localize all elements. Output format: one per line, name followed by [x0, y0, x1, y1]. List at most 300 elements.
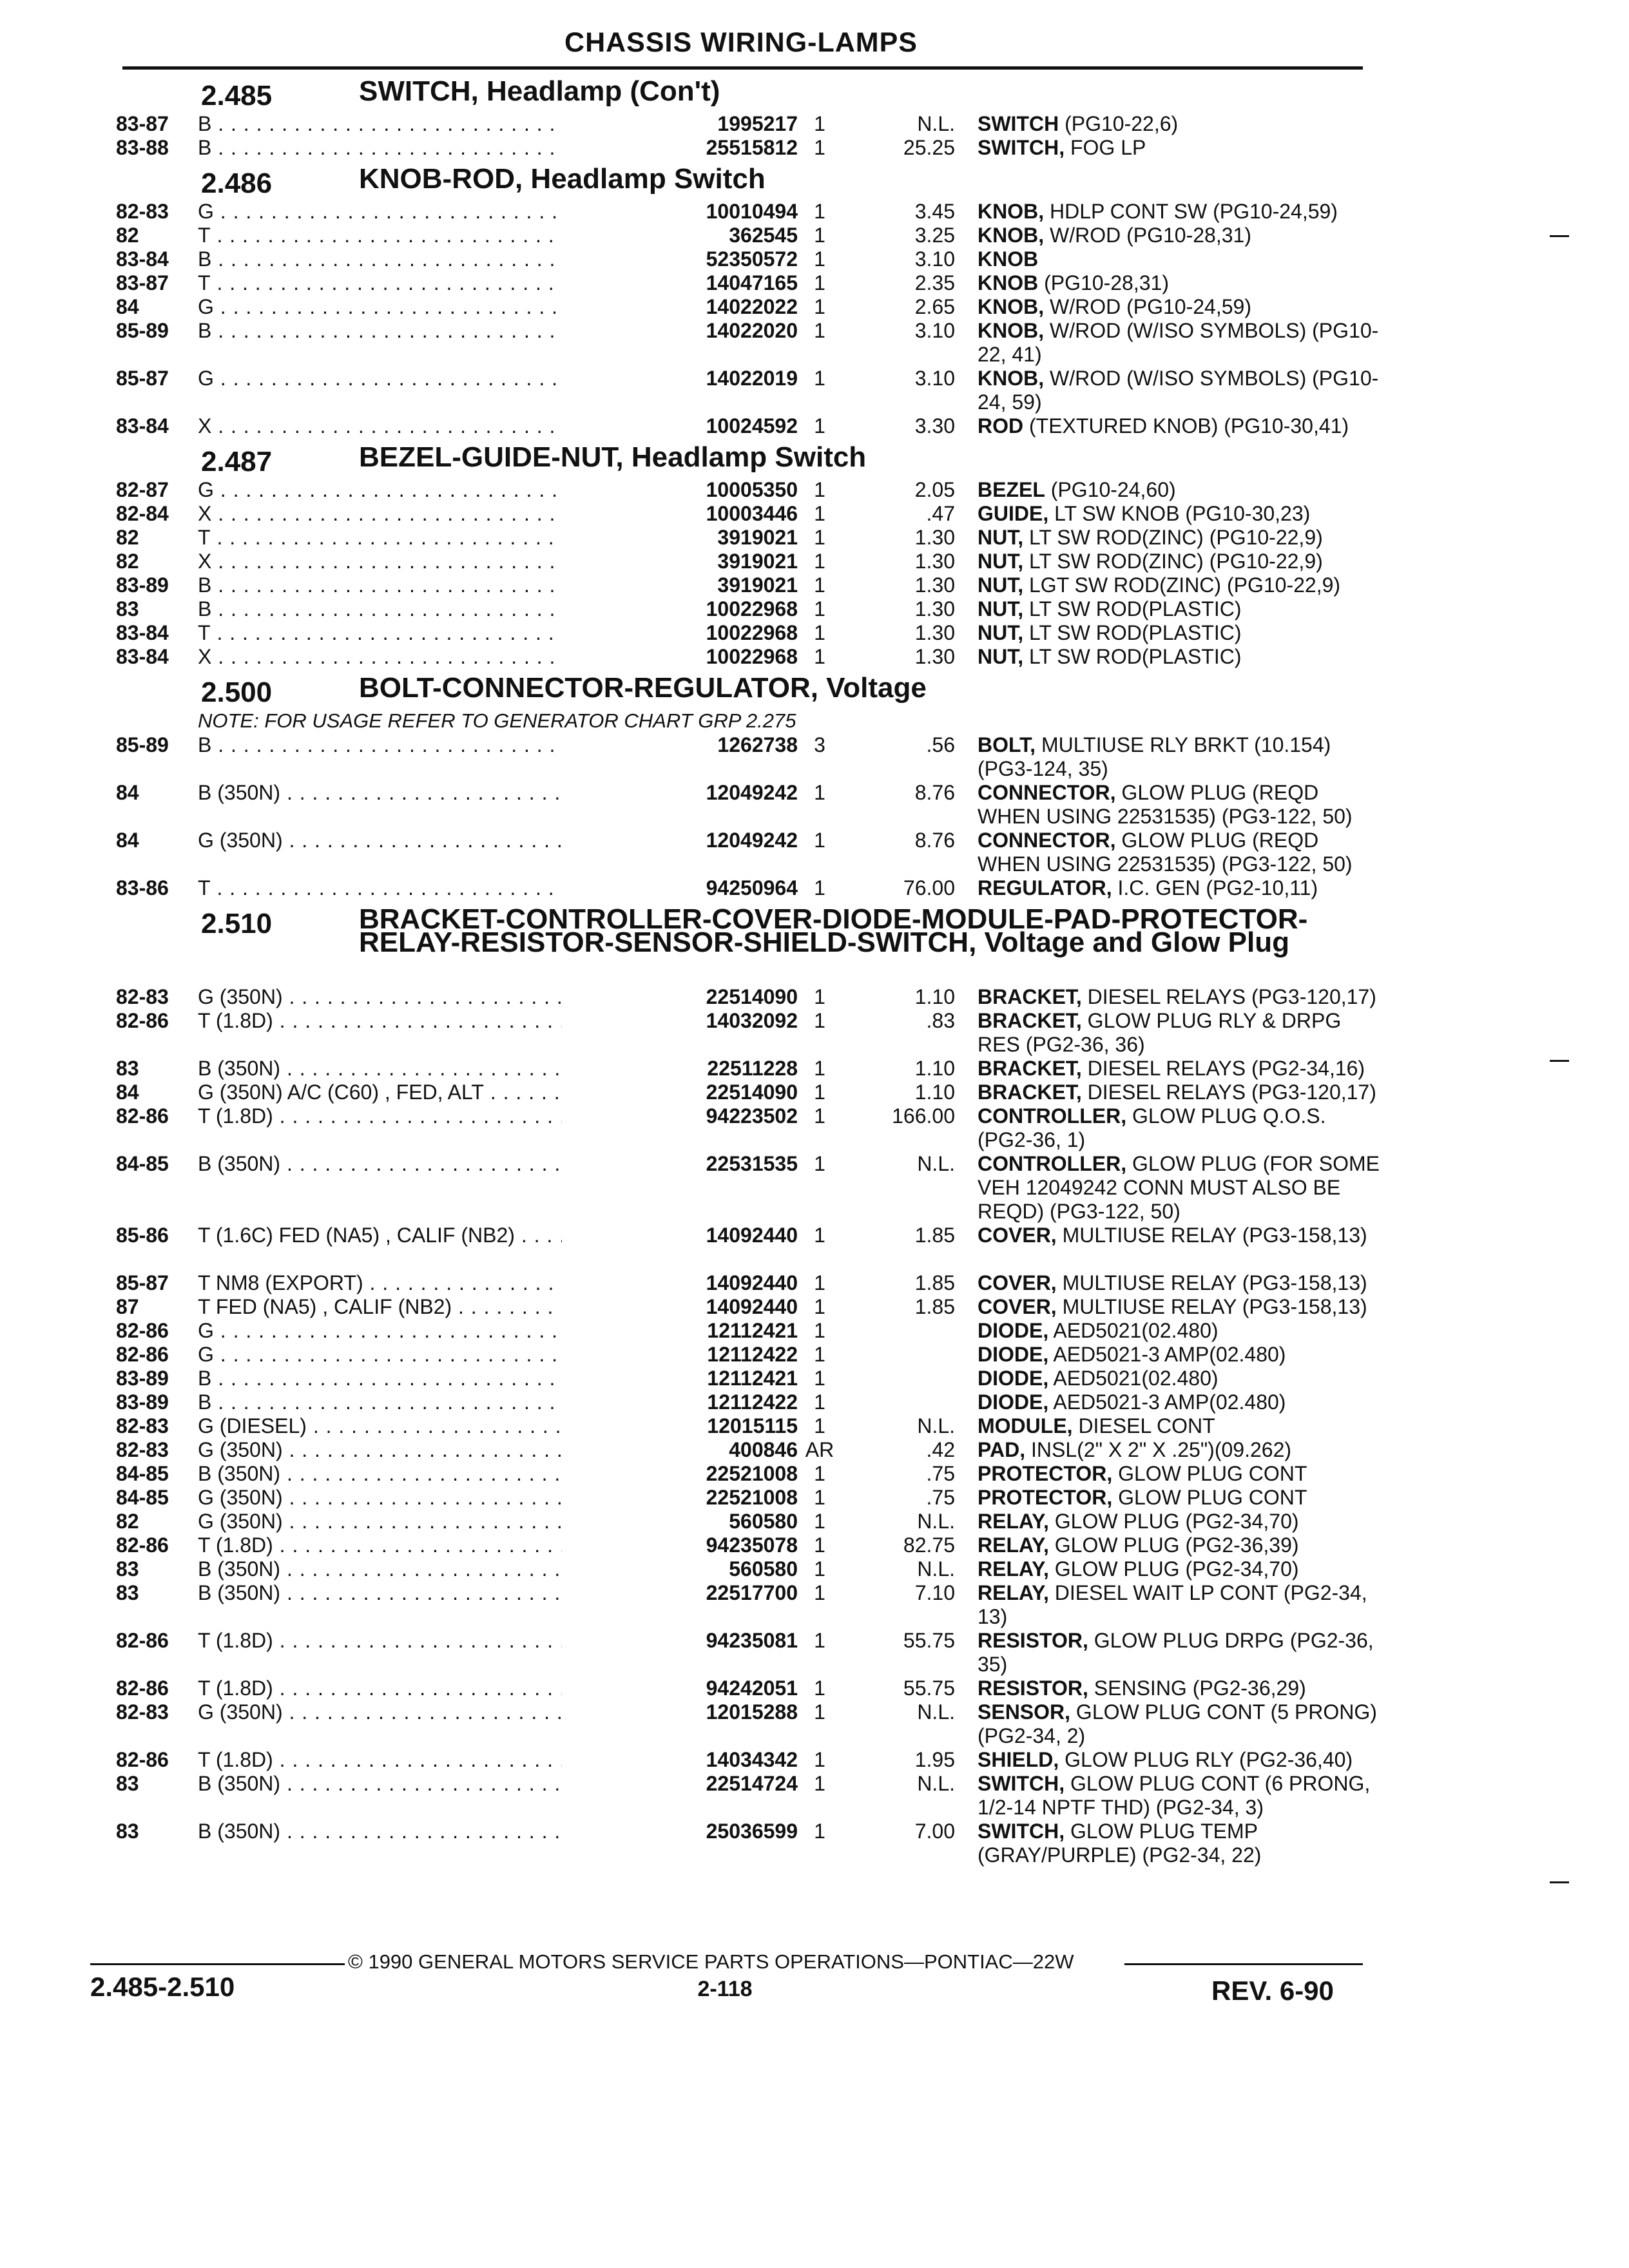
vehicle-type: B (350N) . . . [198, 781, 649, 805]
part-row [111, 367, 1379, 414]
part-description [978, 1700, 1383, 1748]
part-description [978, 645, 1383, 669]
quantity: 1 [814, 1414, 825, 1437]
model-years: 84-85 [116, 1152, 169, 1175]
price: 2.05 [914, 478, 955, 501]
model-years: 83-87 [116, 112, 169, 135]
part-row [111, 1462, 1374, 1486]
model-years: 82-87 [116, 478, 169, 501]
part-number-cell [562, 1295, 798, 1319]
section-title: BEZEL-GUIDE-NUT, Headlamp Switch [359, 441, 867, 473]
price: 3.25 [914, 224, 955, 247]
part-detail: AED5021(02.480) [1048, 1367, 1219, 1390]
part-detail: GLOW PLUG RLY (PG2-36,40) [1059, 1748, 1353, 1771]
quantity: 1 [814, 247, 825, 271]
model-years: 84 [116, 1081, 139, 1104]
price: 2.65 [914, 295, 955, 318]
quantity: AR [805, 1438, 834, 1461]
part-number: 1262738 [717, 733, 798, 756]
part-number: 22511228 [707, 1057, 798, 1080]
part-detail: GLOW PLUG TEMP (GRAY/PURPLE) (PG2-34, 22) [978, 1820, 1262, 1867]
model-years: 82 [116, 224, 139, 247]
vehicle-type: G . . . [198, 295, 649, 319]
part-number-cell [562, 1224, 798, 1247]
model-years: 83-84 [116, 621, 169, 644]
part-number: 22514090 [706, 1081, 798, 1104]
footer-section-range: 2.485-2.510 [90, 1972, 235, 2002]
model-years: 84 [116, 781, 139, 804]
quantity: 1 [814, 224, 825, 247]
part-description [978, 1462, 1383, 1486]
vehicle-type: G . . . [198, 1343, 649, 1367]
part-detail: LT SW ROD(PLASTIC) [1023, 597, 1242, 620]
part-detail: GLOW PLUG (REQD WHEN USING 22531535) (PG3-122, 50) [978, 829, 1353, 876]
section-number: 2.500 [201, 677, 273, 708]
part-number: 14022019 [706, 367, 798, 390]
model-years: 83-89 [116, 1390, 169, 1414]
part-detail: FOG LP [1065, 136, 1146, 159]
quantity: 1 [814, 295, 825, 318]
price: 166.00 [892, 1104, 955, 1128]
part-number-cell [562, 550, 798, 573]
part-name: BRACKET, [978, 1009, 1082, 1032]
vehicle-type: B . . . [198, 1367, 649, 1390]
part-row [111, 550, 1374, 573]
part-detail: I.C. GEN (PG2-10,11) [1112, 876, 1318, 899]
vehicle-type: B (350N) . . . [198, 1057, 649, 1081]
part-number-cell [562, 478, 798, 502]
part-name: DIODE, [978, 1319, 1049, 1342]
part-row [111, 1224, 1374, 1271]
quantity: 1 [814, 597, 825, 620]
quantity: 1 [814, 1510, 825, 1533]
vehicle-type: B (350N) . . . [198, 1152, 649, 1176]
vehicle-type: G (350N) . . . [198, 1510, 649, 1533]
part-number: 52350572 [706, 247, 798, 271]
part-number: 10022968 [706, 645, 798, 668]
quantity: 1 [814, 1486, 825, 1509]
vehicle-type: B . . . [198, 136, 649, 160]
part-name: KNOB, [978, 319, 1045, 342]
part-detail: LT SW ROD(PLASTIC) [1023, 645, 1242, 668]
part-detail: GLOW PLUG CONT [1112, 1462, 1307, 1485]
part-row [111, 1629, 1374, 1677]
part-description [978, 1748, 1383, 1772]
header-rule [122, 66, 1363, 70]
price: .42 [926, 1438, 955, 1461]
part-name: CONNECTOR, [978, 781, 1116, 804]
model-years: 82-83 [116, 1414, 169, 1437]
part-number-cell [562, 414, 798, 438]
part-number: 22531535 [706, 1152, 798, 1175]
price: 7.10 [914, 1581, 955, 1604]
price: 1.10 [914, 985, 955, 1008]
part-number: 22514724 [706, 1772, 798, 1795]
part-number: 14092440 [706, 1224, 798, 1247]
part-detail: SENSING (PG2-36,29) [1088, 1677, 1306, 1700]
vehicle-type: T FED (NA5) , CALIF (NB2) . . . [198, 1295, 649, 1319]
quantity: 1 [814, 621, 825, 644]
part-description [978, 1224, 1383, 1247]
quantity: 1 [814, 1009, 825, 1032]
model-years: 83-84 [116, 414, 169, 437]
quantity: 1 [814, 526, 825, 549]
model-years: 82-86 [116, 1748, 169, 1771]
model-years: 82-84 [116, 502, 169, 525]
model-years: 84 [116, 295, 139, 318]
part-description [978, 271, 1383, 295]
model-years: 83-88 [116, 136, 169, 159]
part-number: 10010494 [706, 200, 798, 223]
price: 8.76 [914, 781, 955, 804]
part-description [978, 829, 1383, 876]
price: 1.10 [914, 1057, 955, 1080]
model-years: 82-83 [116, 985, 169, 1008]
part-detail: AED5021-3 AMP(02.480) [1048, 1343, 1286, 1366]
part-row [111, 1271, 1374, 1295]
part-description [978, 597, 1383, 621]
part-row [111, 573, 1374, 597]
part-row [111, 526, 1374, 550]
price: 55.75 [903, 1629, 955, 1652]
model-years: 85-87 [116, 367, 169, 390]
part-row [111, 1820, 1374, 1867]
part-number-cell [562, 645, 798, 669]
vehicle-type: B . . . [198, 319, 649, 343]
part-number-cell [562, 1486, 798, 1510]
margin-mark [1550, 1060, 1569, 1062]
part-row [111, 414, 1374, 438]
part-row [111, 1367, 1374, 1390]
vehicle-type: G . . . [198, 478, 649, 502]
vehicle-type: T . . . [198, 271, 649, 295]
part-name: SWITCH, [978, 1772, 1065, 1795]
price: 1.95 [914, 1748, 955, 1771]
price: 55.75 [903, 1677, 955, 1700]
part-detail: GLOW PLUG DRPG (PG2-36, 35) [978, 1629, 1374, 1676]
part-number-cell [562, 1700, 798, 1724]
part-row [111, 1081, 1374, 1104]
price: 1.10 [914, 1081, 955, 1104]
vehicle-type: G (350N) . . . [198, 985, 649, 1009]
section-title: KNOB-ROD, Headlamp Switch [359, 163, 766, 195]
part-number: 3919021 [717, 550, 798, 573]
part-name: BRACKET, [978, 985, 1082, 1008]
vehicle-type: G . . . [198, 367, 649, 390]
part-number-cell [562, 1772, 798, 1796]
part-number: 10022968 [706, 621, 798, 644]
part-row [111, 1510, 1374, 1533]
part-detail: HDLP CONT SW (PG10-24,59) [1044, 200, 1338, 223]
parts-listing [111, 72, 1380, 1867]
quantity: 1 [814, 367, 825, 390]
vehicle-type: T . . . [198, 526, 649, 550]
quantity: 1 [814, 1319, 825, 1342]
part-description [978, 1486, 1383, 1510]
price: 8.76 [914, 829, 955, 852]
part-number: 94223502 [706, 1104, 798, 1128]
part-name: KNOB [978, 247, 1039, 271]
vehicle-type: B . . . [198, 1390, 649, 1414]
price: .47 [926, 502, 955, 525]
vehicle-type: G (350N) A/C (C60) , FED, ALT . . . [198, 1081, 649, 1104]
model-years: 83-84 [116, 645, 169, 668]
part-number-cell [562, 319, 798, 343]
price: 82.75 [903, 1533, 955, 1557]
model-years: 83-89 [116, 573, 169, 597]
part-detail: (PG10-28,31) [1038, 271, 1169, 294]
quantity: 1 [814, 414, 825, 437]
part-name: MODULE, [978, 1414, 1073, 1437]
part-detail: GLOW PLUG (REQD WHEN USING 22531535) (PG3-122, 50) [978, 781, 1353, 828]
part-row [111, 1390, 1374, 1414]
quantity: 1 [814, 829, 825, 852]
price: N.L. [917, 1700, 955, 1724]
part-number-cell [562, 526, 798, 550]
quantity: 1 [814, 1295, 825, 1318]
quantity: 1 [814, 1533, 825, 1557]
model-years: 85-89 [116, 319, 169, 342]
part-description [978, 414, 1383, 438]
part-name: BRACKET, [978, 1081, 1082, 1104]
part-name: CONNECTOR, [978, 829, 1116, 852]
part-number-cell [562, 1343, 798, 1367]
part-number: 3919021 [717, 526, 798, 549]
quantity: 1 [814, 1224, 825, 1247]
part-number-cell [562, 271, 798, 295]
part-number: 12112421 [707, 1319, 798, 1342]
part-number-cell [562, 1152, 798, 1176]
part-name: BRACKET, [978, 1057, 1082, 1080]
part-number: 12112421 [707, 1367, 798, 1390]
part-detail: LGT SW ROD(ZINC) (PG10-22,9) [1023, 573, 1341, 597]
part-row [111, 319, 1379, 367]
part-row [111, 1104, 1374, 1152]
part-detail: MULTIUSE RELAY (PG3-158,13) [1056, 1224, 1367, 1247]
part-name: SHIELD, [978, 1748, 1059, 1771]
part-number-cell [562, 1462, 798, 1486]
quantity: 1 [814, 1271, 825, 1294]
part-number-cell [562, 985, 798, 1009]
model-years: 83-84 [116, 247, 169, 271]
footer-copyright: © 1990 GENERAL MOTORS SERVICE PARTS OPERATIONS—PONTIAC—22W [348, 1950, 1074, 1973]
vehicle-type: T (1.8D) . . . [198, 1009, 649, 1033]
part-row [111, 1295, 1374, 1319]
part-number-cell [562, 829, 798, 852]
part-description [978, 733, 1383, 781]
vehicle-type: B . . . [198, 112, 649, 136]
quantity: 1 [814, 1367, 825, 1390]
part-description [978, 1081, 1383, 1104]
quantity: 1 [814, 1152, 825, 1175]
part-name: KNOB, [978, 200, 1045, 223]
part-number: 22514090 [706, 985, 798, 1008]
part-number: 14022020 [706, 319, 798, 342]
part-description [978, 1557, 1383, 1581]
model-years: 82-83 [116, 1700, 169, 1724]
part-name: GUIDE, [978, 502, 1049, 525]
vehicle-type: T (1.6C) FED (NA5) , CALIF (NB2) . . . [198, 1224, 649, 1247]
price: 25.25 [903, 136, 955, 159]
part-description [978, 367, 1383, 414]
part-detail: DIESEL CONT [1072, 1414, 1215, 1437]
price: N.L. [917, 1772, 955, 1795]
part-row [111, 621, 1374, 645]
section-header [111, 438, 1374, 478]
section-title: SWITCH, Headlamp (Con't) [359, 75, 720, 107]
part-detail: GLOW PLUG CONT (5 PRONG) (PG2-34, 2) [978, 1700, 1377, 1747]
quantity: 1 [814, 781, 825, 804]
vehicle-type: T . . . [198, 224, 649, 247]
vehicle-type: T (1.8D) . . . [198, 1629, 649, 1653]
model-years: 83 [116, 1581, 139, 1604]
part-detail: AED5021(02.480) [1048, 1319, 1219, 1342]
model-years: 82-83 [116, 200, 169, 223]
price: 1.30 [914, 526, 955, 549]
part-name: NUT, [978, 550, 1024, 573]
part-name: NUT, [978, 526, 1024, 549]
price: 1.85 [914, 1224, 955, 1247]
part-name: RELAY, [978, 1533, 1049, 1557]
quantity: 3 [814, 733, 825, 756]
price: 1.30 [914, 597, 955, 620]
part-description [978, 621, 1383, 645]
part-number: 400846 [729, 1438, 798, 1461]
part-detail: INSL(2" X 2" X .25")(09.262) [1025, 1438, 1292, 1461]
part-number: 14034342 [706, 1748, 798, 1771]
price: 1.85 [914, 1271, 955, 1294]
model-years: 83 [116, 597, 139, 620]
price: .75 [926, 1462, 955, 1485]
part-description [978, 1343, 1383, 1367]
model-years: 82-86 [116, 1629, 169, 1652]
margin-mark [1550, 1881, 1569, 1883]
vehicle-type: G (350N) . . . [198, 829, 649, 852]
margin-mark [1550, 235, 1569, 237]
part-name: BOLT, [978, 733, 1036, 756]
part-name: NUT, [978, 573, 1024, 597]
part-number-cell [562, 1557, 798, 1581]
section-title: BRACKET-CONTROLLER-COVER-DIODE-MODULE-PAD-PROTECTOR-RELAY-RESISTOR-SENSOR-SHIELD-SWITCH, Voltage and Glow Plug [359, 903, 1308, 958]
part-detail: (TEXTURED KNOB) (PG10-30,41) [1023, 414, 1349, 437]
part-number: 560580 [729, 1510, 798, 1533]
model-years: 83 [116, 1557, 139, 1581]
part-name: NUT, [978, 621, 1024, 644]
vehicle-type: T (1.8D) . . . [198, 1748, 649, 1772]
part-name: REGULATOR, [978, 876, 1112, 899]
part-number: 94235081 [706, 1629, 798, 1652]
part-number-cell [562, 502, 798, 526]
vehicle-type: G (350N) . . . [198, 1700, 649, 1724]
part-detail: GLOW PLUG RLY & DRPG RES (PG2-36, 36) [978, 1009, 1342, 1056]
vehicle-type: T (1.8D) . . . [198, 1677, 649, 1700]
part-number: 12049242 [706, 781, 798, 804]
vehicle-type: B . . . [198, 597, 649, 621]
model-years: 85-89 [116, 733, 169, 756]
section-title: BOLT-CONNECTOR-REGULATOR, Voltage [359, 672, 927, 704]
quantity: 1 [814, 1748, 825, 1771]
part-name: KNOB, [978, 295, 1045, 318]
part-name: PAD, [978, 1438, 1026, 1461]
part-name: BEZEL [978, 478, 1045, 501]
part-row [111, 829, 1374, 876]
vehicle-type: X . . . [198, 645, 649, 669]
part-number: 12015288 [706, 1700, 798, 1724]
model-years: 85-86 [116, 1224, 169, 1247]
part-name: CONTROLLER, [978, 1104, 1127, 1128]
quantity: 1 [814, 1104, 825, 1128]
quantity: 1 [814, 478, 825, 501]
part-description [978, 1009, 1383, 1057]
part-detail: (PG10-22,6) [1059, 112, 1179, 135]
quantity: 1 [814, 985, 825, 1008]
part-number-cell [562, 200, 798, 224]
part-description [978, 1390, 1383, 1414]
price: 3.45 [914, 200, 955, 223]
model-years: 82-86 [116, 1677, 169, 1700]
model-years: 85-87 [116, 1271, 169, 1294]
part-number-cell [562, 247, 798, 271]
price: 1.30 [914, 645, 955, 668]
part-name: KNOB, [978, 367, 1045, 390]
part-name: COVER, [978, 1224, 1057, 1247]
part-name: ROD [978, 414, 1024, 437]
section-header [111, 160, 1374, 200]
part-detail: MULTIUSE RLY BRKT (10.154) (PG3-124, 35) [978, 733, 1331, 780]
part-detail: W/ROD (W/ISO SYMBOLS) (PG10-24, 59) [978, 367, 1379, 414]
section-number: 2.485 [201, 80, 273, 111]
part-row [111, 1677, 1374, 1700]
price: 1.30 [914, 573, 955, 597]
part-row [111, 1581, 1374, 1629]
vehicle-type: B (350N) . . . [198, 1557, 649, 1581]
quantity: 1 [814, 645, 825, 668]
part-number-cell [562, 876, 798, 900]
part-number-cell [562, 1414, 798, 1438]
model-years: 82 [116, 1510, 139, 1533]
part-number: 22517700 [706, 1581, 798, 1604]
model-years: 87 [116, 1295, 139, 1318]
part-name: RELAY, [978, 1510, 1049, 1533]
quantity: 1 [814, 1772, 825, 1795]
part-row [111, 295, 1374, 319]
part-number: 10024592 [706, 414, 798, 437]
model-years: 83 [116, 1772, 139, 1795]
vehicle-type: G . . . [198, 1319, 649, 1343]
quantity: 1 [814, 200, 825, 223]
part-row [111, 1319, 1374, 1343]
vehicle-type: B (350N) . . . [198, 1581, 649, 1605]
quantity: 1 [814, 1581, 825, 1604]
part-detail: MULTIUSE RELAY (PG3-158,13) [1056, 1271, 1367, 1294]
quantity: 1 [814, 1057, 825, 1080]
model-years: 82-86 [116, 1533, 169, 1557]
part-name: RELAY, [978, 1557, 1049, 1581]
part-name: COVER, [978, 1271, 1057, 1294]
part-row [111, 1533, 1374, 1557]
part-number: 10005350 [706, 478, 798, 501]
price: 1.30 [914, 550, 955, 573]
part-name: KNOB [978, 271, 1039, 294]
part-number-cell [562, 1104, 798, 1128]
price: 3.10 [914, 247, 955, 271]
section-number: 2.487 [201, 446, 273, 477]
vehicle-type: B . . . [198, 733, 649, 757]
vehicle-type: X . . . [198, 550, 649, 573]
quantity: 1 [814, 502, 825, 525]
part-description [978, 478, 1383, 502]
part-number: 560580 [729, 1557, 798, 1581]
